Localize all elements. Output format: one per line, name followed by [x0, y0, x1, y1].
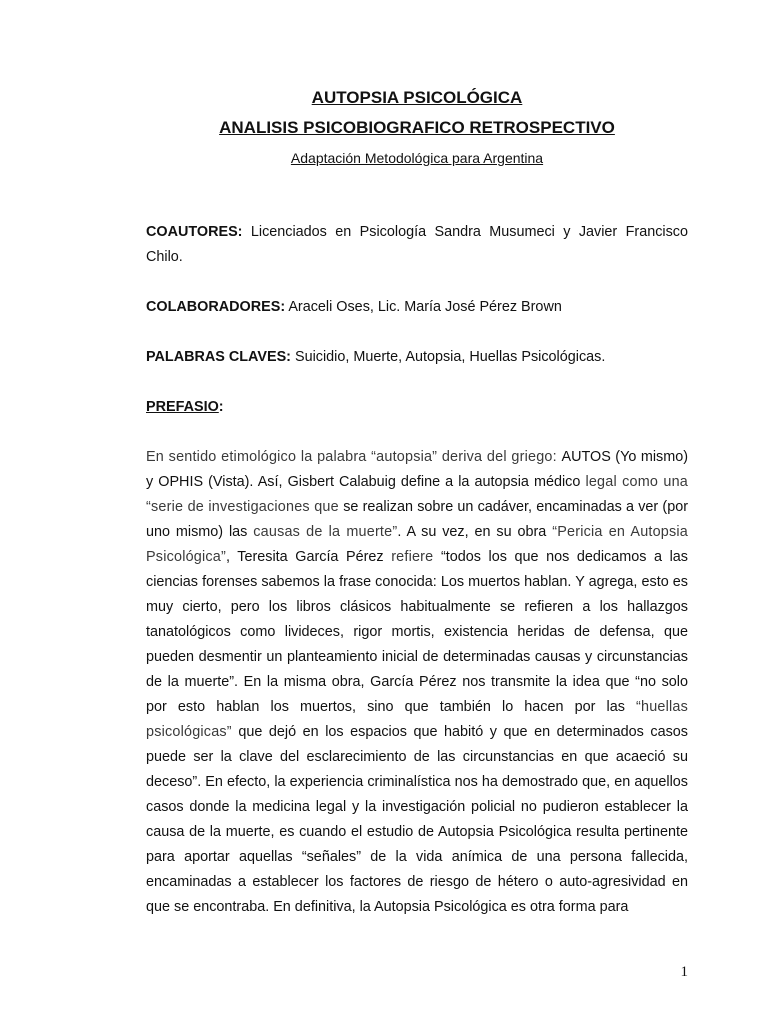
- document-title: AUTOPSIA PSICOLÓGICA: [311, 88, 523, 107]
- prefacio-text-4: se realizan sobre un cadáver, encaminadas a ver (por uno mismo) las: [146, 499, 688, 540]
- prefacio-label: PREFASIO: [146, 399, 219, 415]
- prefacio-text-12: que dejó en los espacios que habitó y que en determinados casos puede ser la clave del esclarecimiento de las circunstancias en que acaeció su deceso”. En efecto, la experiencia criminalística nos ha demostrado que, en aquellos casos donde la medicina legal y la investigación policial no pudieron establecer la causa de la muerte, es cuando el estudio de Autopsia Psicológica resulta pertinente para aportar aquellas “señales” de la vida anímica de una persona fallecida, encaminadas a establecer los factores de riesgo de hétero o auto-agresividad en que se encontraba. En definitiva, la Autopsia Psicológica es otra forma para: [146, 724, 688, 915]
- prefacio-colon: :: [218, 399, 224, 415]
- prefacio-text-10: “todos los que nos dedicamos a las ciencias forenses sabemos la frase conocida: Los muertos hablan. Y agrega, esto es muy cierto, pero los libros clásicos habitualmente se refieren a los hallazgos tanatológicos como livideces, rigor mortis, existencia heridas de defensa, que pueden desmentir un planteamiento inicial de determinadas causas y circunstancias de la muerte”. En la misma obra, García Pérez nos transmite la idea que “no solo por esto hablan los muertos, sino que también lo hacen por las: [146, 549, 688, 715]
- colaboradores-label: COLABORADORES:: [146, 299, 286, 315]
- palabras-claves-label: PALABRAS CLAVES:: [146, 349, 291, 365]
- coautores-text: Licenciados en Psicología Sandra Musumeci y Javier Francisco Chilo.: [146, 224, 688, 265]
- palabras-claves-paragraph: [146, 345, 688, 370]
- page-number: 1: [680, 964, 688, 980]
- coautores-paragraph: [146, 220, 688, 270]
- palabras-claves-text: Suicidio, Muerte, Autopsia, Huellas Psicológicas.: [290, 349, 606, 365]
- colaboradores-paragraph: [146, 295, 688, 320]
- document-tagline: Adaptación Metodológica para Argentina: [290, 150, 544, 166]
- document-body: [146, 220, 688, 920]
- prefacio-text-8: , Teresita García Pérez: [225, 549, 392, 565]
- prefacio-text-5: causas de la muerte”: [253, 524, 398, 540]
- coautores-label: COAUTORES:: [146, 224, 243, 240]
- title-block: [146, 86, 688, 168]
- document-subtitle: ANALISIS PSICOBIOGRAFICO RETROSPECTIVO: [219, 118, 615, 137]
- prefacio-text-7: “Pericia en Autopsia Psicológica”: [146, 524, 689, 565]
- prefacio-text-2: AUTOS (Yo mismo) y OPHIS (Vista). Así, Gisbert Calabuig define a la autopsia médico: [146, 449, 689, 490]
- prefacio-text-6: . A su vez, en su obra: [397, 524, 553, 540]
- prefacio-heading: [146, 395, 688, 420]
- prefacio-paragraph: [146, 445, 688, 920]
- prefacio-text-1: En sentido etimológico la palabra “autopsia” deriva del griego:: [146, 449, 562, 465]
- prefacio-text-11: “huellas psicológicas”: [146, 699, 688, 740]
- prefacio-text-3: legal como una “serie de investigaciones que: [146, 474, 688, 515]
- colaboradores-text: Araceli Oses, Lic. María José Pérez Brown: [285, 299, 562, 315]
- prefacio-text-9: refiere: [391, 549, 434, 565]
